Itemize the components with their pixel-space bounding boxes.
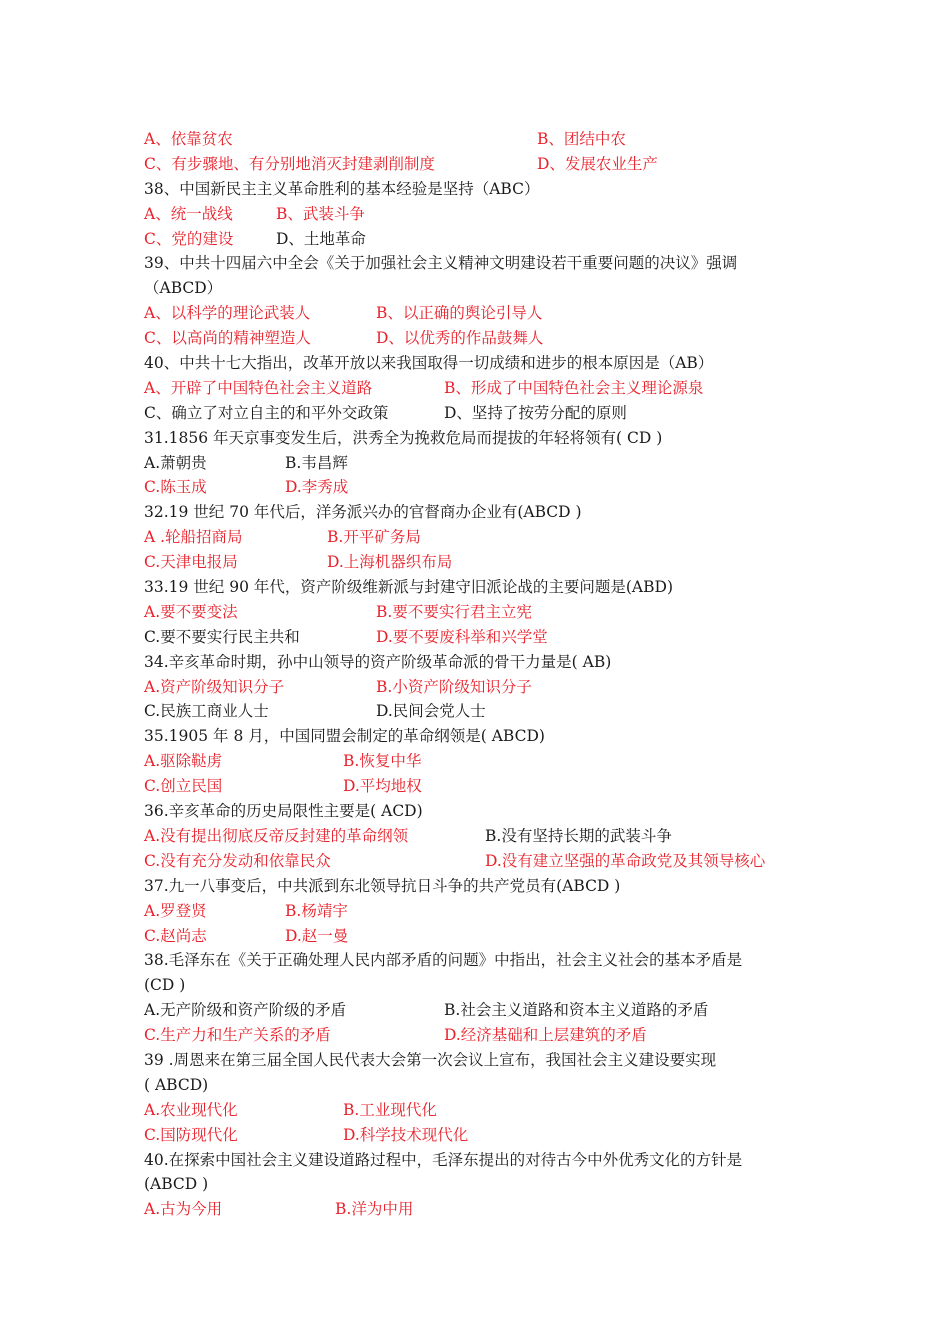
- question-list: [144, 127, 814, 1222]
- correct-option: A.罗登贤: [144, 901, 207, 920]
- correct-option: D.没有建立坚强的革命政党及其领导核心: [485, 851, 766, 870]
- question-line: [144, 426, 814, 451]
- question-text: 31.1856 年天京事变发生后，洪秀全为挽救危局而提拔的年轻将领有( CD ): [144, 428, 663, 447]
- correct-option: A、以科学的理论武装人: [144, 304, 311, 323]
- options-line: [144, 401, 814, 426]
- correct-option: C、有步骤地、有分别地消灭封建剥削制度: [144, 154, 435, 173]
- options-line: [144, 998, 814, 1023]
- options-line: [144, 600, 814, 625]
- correct-option: D.赵一曼: [285, 926, 349, 945]
- correct-option: C.创立民国: [144, 777, 223, 796]
- correct-option: A、开辟了中国特色社会主义道路: [144, 378, 373, 397]
- question-text: 38、中国新民主主义革命胜利的基本经验是坚持（ABC）: [144, 179, 540, 198]
- question-line: [144, 351, 814, 376]
- question-line: [144, 1172, 814, 1197]
- correct-option: B、形成了中国特色社会主义理论源泉: [444, 378, 704, 397]
- correct-option: B.杨靖宇: [285, 901, 348, 920]
- correct-option: B.开平矿务局: [327, 528, 421, 547]
- question-line: [144, 1073, 814, 1098]
- correct-option: A、统一战线: [144, 204, 233, 223]
- question-line: [144, 724, 814, 749]
- question-text: 34.辛亥革命时期，孙中山领导的资产阶级革命派的骨干力量是( AB): [144, 652, 612, 671]
- correct-option: C.赵尚志: [144, 926, 207, 945]
- question-text: 32.19 世纪 70 年代后，洋务派兴办的官督商办企业有(ABCD ): [144, 503, 582, 522]
- question-text: 38.毛泽东在《关于正确处理人民内部矛盾的问题》中指出，社会主义社会的基本矛盾是: [144, 951, 743, 970]
- options-line: [144, 675, 814, 700]
- options-line: [144, 451, 814, 476]
- question-line: [144, 948, 814, 973]
- options-line: [144, 899, 814, 924]
- question-text: 36.辛亥革命的历史局限性主要是( ACD): [144, 802, 423, 821]
- question-line: [144, 575, 814, 600]
- question-text: 33.19 世纪 90 年代，资产阶级维新派与封建守旧派论战的主要问题是(ABD): [144, 578, 673, 597]
- correct-option: A .轮船招商局: [144, 528, 243, 547]
- question-text: (ABCD ): [144, 1175, 209, 1194]
- question-text: 37.九一八事变后，中共派到东北领导抗日斗争的共产党员有(ABCD ): [144, 876, 621, 895]
- question-text: 40、中共十七大指出，改革开放以来我国取得一切成绩和进步的根本原因是（AB）: [144, 354, 714, 373]
- option: D、土地革命: [276, 229, 366, 248]
- options-line: [144, 550, 814, 575]
- correct-option: D.李秀成: [285, 478, 349, 497]
- question-line: [144, 1048, 814, 1073]
- options-line: [144, 824, 814, 849]
- options-line: [144, 202, 814, 227]
- option: B.没有坚持长期的武装斗争: [485, 826, 672, 845]
- question-line: [144, 251, 814, 276]
- question-line: [144, 500, 814, 525]
- options-line: [144, 749, 814, 774]
- options-line: [144, 774, 814, 799]
- question-text: （ABCD）: [144, 279, 223, 298]
- question-line: [144, 1148, 814, 1173]
- options-line: [144, 525, 814, 550]
- options-line: [144, 699, 814, 724]
- options-line: [144, 1023, 814, 1048]
- question-text: ( ABCD): [144, 1075, 209, 1094]
- option: A.无产阶级和资产阶级的矛盾: [144, 1001, 347, 1020]
- correct-option: C.没有充分发动和依靠民众: [144, 851, 331, 870]
- correct-option: A.资产阶级知识分子: [144, 677, 285, 696]
- options-line: [144, 301, 814, 326]
- question-text: (CD ): [144, 976, 186, 995]
- correct-option: C、以高尚的精神塑造人: [144, 329, 311, 348]
- question-line: [144, 799, 814, 824]
- correct-option: D.科学技术现代化: [343, 1125, 469, 1144]
- question-text: 39 .周恩来在第三届全国人民代表大会第一次会议上宣布，我国社会主义建设要实现: [144, 1050, 717, 1069]
- options-line: [144, 152, 814, 177]
- question-text: 39、中共十四届六中全会《关于加强社会主义精神文明建设若干重要问题的决议》强调: [144, 254, 738, 273]
- option: B.韦昌辉: [285, 453, 348, 472]
- correct-option: D.平均地权: [343, 777, 422, 796]
- correct-option: C.天津电报局: [144, 553, 238, 572]
- options-line: [144, 924, 814, 949]
- options-line: [144, 1197, 814, 1222]
- option: C、确立了对立自主的和平外交政策: [144, 403, 389, 422]
- correct-option: B.小资产阶级知识分子: [376, 677, 532, 696]
- correct-option: B.工业现代化: [343, 1100, 437, 1119]
- option: C.民族工商业人士: [144, 702, 269, 721]
- correct-option: B.恢复中华: [343, 752, 422, 771]
- question-line: [144, 874, 814, 899]
- correct-option: C、党的建设: [144, 229, 234, 248]
- correct-option: A.没有提出彻底反帝反封建的革命纲领: [144, 826, 409, 845]
- option: D、坚持了按劳分配的原则: [444, 403, 627, 422]
- options-line: [144, 849, 814, 874]
- option: B.社会主义道路和资本主义道路的矛盾: [444, 1001, 709, 1020]
- correct-option: D.要不要废科举和兴学堂: [376, 627, 548, 646]
- options-line: [144, 475, 814, 500]
- question-text: 35.1905 年 8 月，中国同盟会制定的革命纲领是( ABCD): [144, 727, 545, 746]
- correct-option: D.经济基础和上层建筑的矛盾: [444, 1026, 647, 1045]
- options-line: [144, 127, 814, 152]
- question-line: [144, 276, 814, 301]
- options-line: [144, 326, 814, 351]
- correct-option: B、团结中农: [537, 130, 626, 148]
- correct-option: A.要不要变法: [144, 602, 238, 621]
- correct-option: D、以优秀的作品鼓舞人: [376, 329, 544, 348]
- question-line: [144, 973, 814, 998]
- options-line: [144, 625, 814, 650]
- option: D.民间会党人士: [376, 702, 486, 721]
- correct-option: A.驱除鞑虏: [144, 752, 223, 771]
- options-line: [144, 1098, 814, 1123]
- correct-option: C.国防现代化: [144, 1125, 238, 1144]
- options-line: [144, 227, 814, 252]
- question-line: [144, 177, 814, 202]
- correct-option: B、武装斗争: [276, 204, 365, 223]
- option: A.萧朝贵: [144, 453, 207, 472]
- correct-option: A.农业现代化: [144, 1100, 238, 1119]
- question-line: [144, 650, 814, 675]
- correct-option: D.上海机器织布局: [327, 553, 453, 572]
- correct-option: A、依靠贫农: [144, 130, 233, 148]
- correct-option: A.古为今用: [144, 1200, 223, 1219]
- options-line: [144, 376, 814, 401]
- correct-option: B.洋为中用: [335, 1200, 414, 1219]
- correct-option: C.生产力和生产关系的矛盾: [144, 1026, 331, 1045]
- correct-option: B、以正确的舆论引导人: [376, 304, 543, 323]
- options-line: [144, 1123, 814, 1148]
- correct-option: B.要不要实行君主立宪: [376, 602, 532, 621]
- question-text: 40.在探索中国社会主义建设道路过程中，毛泽东提出的对待古今中外优秀文化的方针是: [144, 1150, 743, 1169]
- option: C.要不要实行民主共和: [144, 627, 300, 646]
- correct-option: C.陈玉成: [144, 478, 207, 497]
- correct-option: D、发展农业生产: [537, 154, 658, 173]
